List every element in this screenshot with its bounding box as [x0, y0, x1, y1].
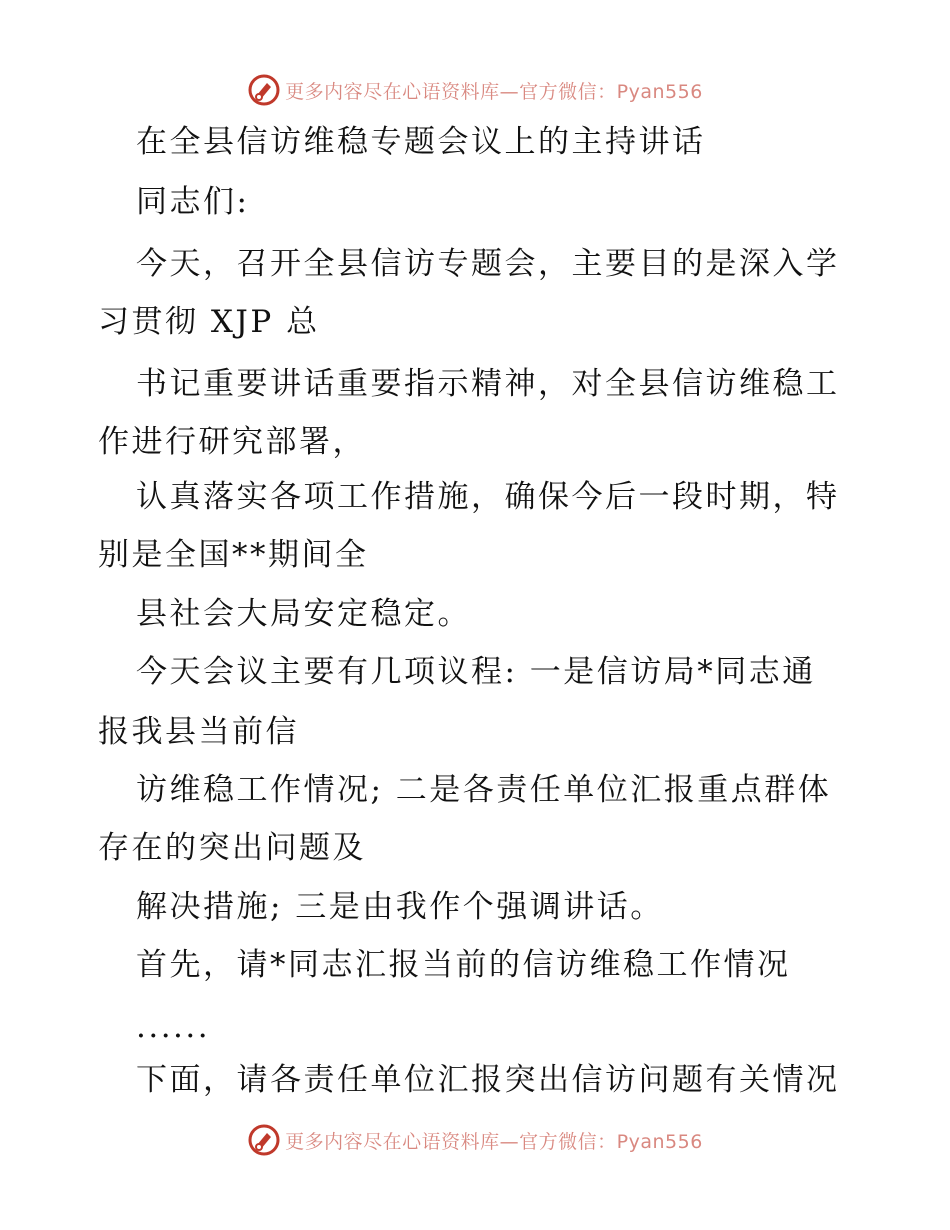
brand-logo-icon — [247, 73, 281, 107]
brand-logo-icon — [247, 1123, 281, 1157]
paragraph-line: 习贯彻 XJP 总 — [98, 304, 320, 340]
footer-watermark — [0, 1120, 950, 1160]
paragraph-line: 今天会议主要有几项议程: 一是信访局*同志通 — [136, 654, 816, 690]
paragraph-line: 今天，召开全县信访专题会，主要目的是深入学 — [136, 246, 840, 282]
paragraph-line: 访维稳工作情况; 二是各责任单位汇报重点群体 — [136, 772, 832, 808]
paragraph-line: 首先，请*同志汇报当前的信访维稳工作情况 — [136, 947, 791, 983]
salutation: 同志们: — [136, 184, 250, 220]
header-watermark — [0, 70, 950, 110]
ellipsis-line: ...... — [136, 1009, 211, 1045]
paragraph-line: 书记重要讲话重要指示精神，对全县信访维稳工 — [136, 366, 840, 402]
paragraph-line: 下面，请各责任单位汇报突出信访问题有关情况 — [136, 1062, 840, 1098]
paragraph-line: 解决措施; 三是由我作个强调讲话。 — [136, 889, 664, 925]
paragraph-line: 别是全国**期间全 — [98, 537, 369, 573]
paragraph-line: 报我县当前信 — [98, 714, 299, 750]
watermark-text: 更多内容尽在心语资料库—官方微信：Pyan556 — [285, 1130, 703, 1153]
paragraph-line: 县社会大局安定稳定。 — [136, 596, 471, 632]
paragraph-line: 认真落实各项工作措施，确保今后一段时期，特 — [136, 479, 840, 515]
document-title: 在全县信访维稳专题会议上的主持讲话 — [136, 124, 706, 160]
paragraph-line: 存在的突出问题及 — [98, 830, 366, 866]
paragraph-line: 作进行研究部署， — [98, 424, 366, 460]
watermark-text: 更多内容尽在心语资料库—官方微信：Pyan556 — [285, 80, 703, 103]
